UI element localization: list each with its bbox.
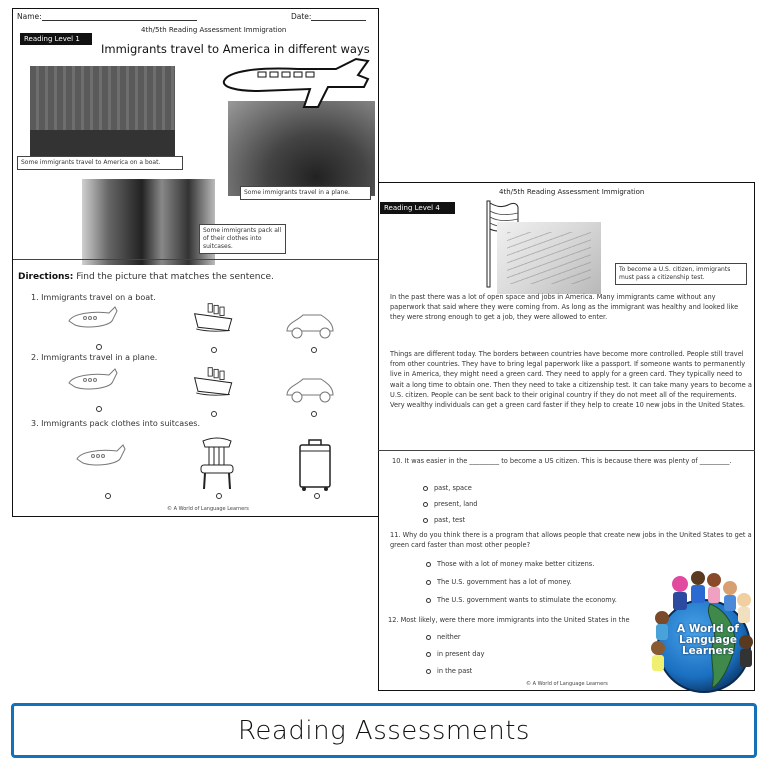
date-label: Date: (291, 12, 312, 21)
chair-choice-icon (197, 437, 237, 492)
airplane-choice-icon (65, 365, 119, 397)
car-choice-icon (283, 310, 337, 342)
boat-photo (30, 66, 175, 158)
radio-bubble[interactable] (426, 580, 431, 585)
airplane-icon (218, 57, 378, 117)
name-label: Name: (17, 12, 42, 21)
radio-bubble[interactable] (423, 502, 428, 507)
headline: Immigrants travel to America in different ways (101, 42, 370, 56)
ship-choice-icon (187, 302, 241, 334)
question-2: 2. Immigrants travel in a plane. (31, 353, 158, 362)
section-divider (378, 450, 755, 451)
radio-bubble[interactable] (423, 518, 428, 523)
suitcase-choice-icon (297, 437, 333, 492)
directions-text: Find the picture that matches the sentence. (76, 272, 274, 282)
passage-paragraph-2: Things are different today. The borders between countries have become more controlled. People still travel from other countries. They have to bring legal paperwork like a passport. If someone wants to permanently live in America, they might need a green card. They need to apply for a green card. They typically need to wait a long time to obtain one. Then they need to take a citizenship test. It can take many years to become a U.S. citizen. People can be sent back to their original country if they do not meet all of the requirements. Very wealthy individuals can get a green card faster if they help to create 10 new jobs in the United States. (390, 350, 752, 410)
option-10b[interactable]: present, land (423, 500, 478, 508)
section-divider (13, 259, 378, 260)
answer-bubble[interactable] (311, 347, 317, 353)
airplane-choice-icon (73, 441, 127, 473)
radio-bubble[interactable] (426, 669, 431, 674)
option-11a[interactable]: Those with a lot of money make better citizens. (426, 560, 594, 568)
logo-text: A World of Language Learners (677, 623, 739, 657)
citizenship-caption: To become a U.S. citizen, immigrants must pass a citizenship test. (615, 263, 747, 285)
reading-level-badge: Reading Level 4 (380, 202, 455, 214)
plane-caption: Some immigrants travel in a plane. (240, 186, 371, 200)
option-10c[interactable]: past, test (423, 516, 465, 524)
citizenship-test-photo (497, 222, 601, 294)
date-field (291, 12, 366, 21)
banner-title: Reading Assessments (238, 715, 530, 746)
sheet-title: 4th/5th Reading Assessment Immigration (499, 188, 645, 196)
option-12c[interactable]: in the past (426, 667, 472, 675)
answer-bubble[interactable] (311, 411, 317, 417)
directions-label: Directions: (18, 272, 74, 282)
sheet-title: 4th/5th Reading Assessment Immigration (141, 26, 287, 34)
radio-bubble[interactable] (426, 598, 431, 603)
name-blank (42, 13, 197, 21)
question-10: 10. It was easier in the _________ to become a US citizen. This is because there was plenty of _________. (392, 457, 732, 465)
world-of-language-learners-logo (646, 566, 756, 694)
suitcases-photo (82, 179, 215, 265)
answer-bubble[interactable] (216, 493, 222, 499)
title-banner (11, 703, 757, 758)
question-1: 1. Immigrants travel on a boat. (31, 293, 156, 302)
option-10a[interactable]: past, space (423, 484, 472, 492)
passage-paragraph-1: In the past there was a lot of open space and jobs in America. Many immigrants came without any paperwork that said where they were coming from. As long as the immigrant was healthy and looked like they were strong enough to get a job, they were allowed to enter. (390, 293, 739, 322)
radio-bubble[interactable] (426, 635, 431, 640)
reading-level-badge: Reading Level 1 (20, 33, 92, 45)
question-3: 3. Immigrants pack clothes into suitcases. (31, 419, 201, 428)
answer-bubble[interactable] (96, 406, 102, 412)
directions (18, 272, 274, 282)
boat-caption: Some immigrants travel to America on a boat. (17, 156, 183, 170)
worksheet-level-1 (12, 8, 379, 517)
option-11c[interactable]: The U.S. government wants to stimulate the economy. (426, 596, 617, 604)
ship-choice-icon (187, 366, 241, 398)
name-field (17, 12, 197, 21)
suitcases-caption: Some immigrants pack all of their clothes into suitcases. (199, 224, 286, 254)
radio-bubble[interactable] (423, 486, 428, 491)
question-11: 11. Why do you think there is a program that allows people that create new jobs in the United States to get a green card faster than most other people? (390, 531, 752, 550)
option-11b[interactable]: The U.S. government has a lot of money. (426, 578, 572, 586)
option-12b[interactable]: in present day (426, 650, 484, 658)
answer-bubble[interactable] (96, 344, 102, 350)
radio-bubble[interactable] (426, 562, 431, 567)
answer-bubble[interactable] (314, 493, 320, 499)
answer-bubble[interactable] (211, 411, 217, 417)
answer-bubble[interactable] (211, 347, 217, 353)
copyright: © A World of Language Learners (167, 506, 249, 512)
radio-bubble[interactable] (426, 652, 431, 657)
airplane-choice-icon (65, 303, 119, 335)
date-blank (311, 13, 366, 21)
answer-bubble[interactable] (105, 493, 111, 499)
car-choice-icon (283, 374, 337, 406)
option-12a[interactable]: neither (426, 633, 461, 641)
copyright: © A World of Language Learners (526, 681, 608, 687)
question-12: 12. Most likely, were there more immigrants into the United States in the (388, 616, 630, 624)
